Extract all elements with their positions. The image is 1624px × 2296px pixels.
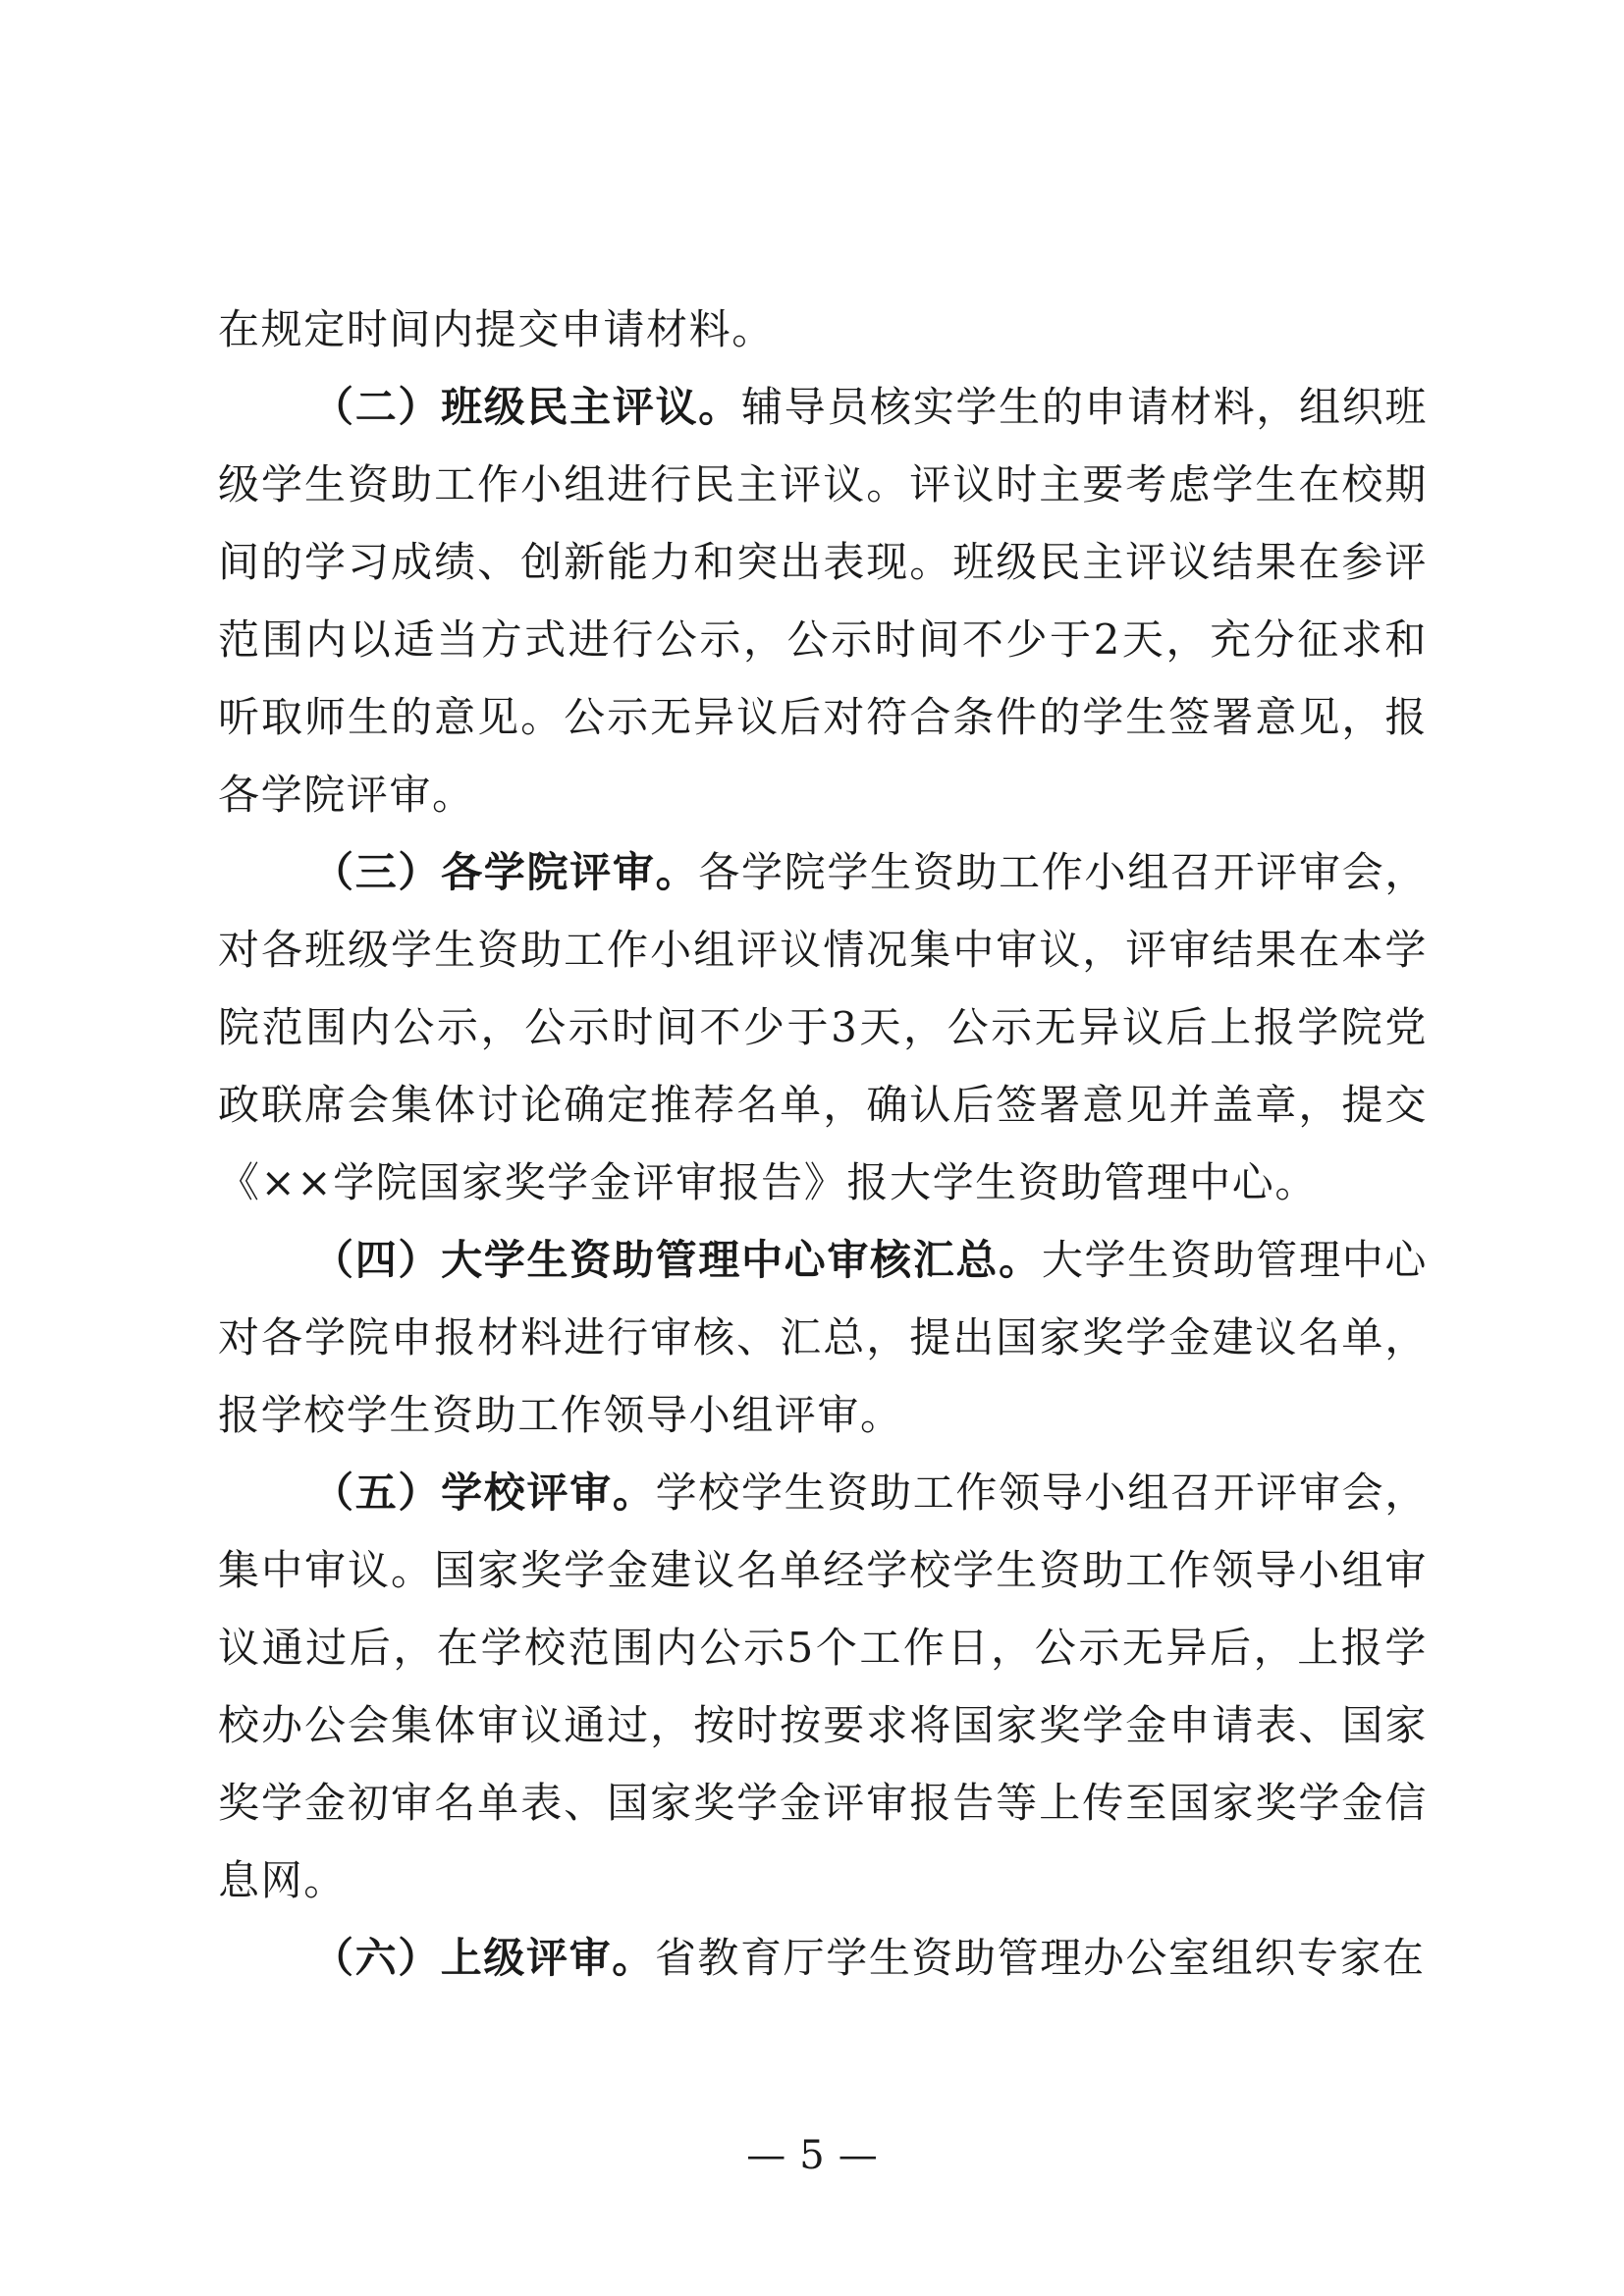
section-heading: （二）班级民主评议。 — [312, 383, 741, 431]
paragraph-higher-review — [218, 1919, 1428, 1997]
footer-dash-left: — — [746, 2133, 786, 2178]
paragraph-continuation — [218, 291, 1428, 368]
footer-dash-right: — — [838, 2133, 878, 2178]
paragraph-text: 省教育厅学生资助管理办公室组织专家在 — [654, 1934, 1426, 1982]
section-heading: （三）各学院评审。 — [312, 848, 699, 896]
paragraph-college-review — [218, 833, 1428, 1221]
paragraph-text: 辅导员核实学生的申请材料，组织班级学生资助工作小组进行民主评议。评议时主要考虑学生在校期间的学习成绩、创新能力和突出表现。班级民主评议结果在参评范围内以适当方式进行公示，公示时间不少于2天，充分征求和听取师生的意见。公示无异议后对符合条件的学生签署意见，报各学院评审。 — [218, 383, 1428, 819]
paragraph-text: 大学生资助管理中心对各学院申报材料进行审核、汇总，提出国家奖学金建议名单，报学校学生资助工作领导小组评审。 — [218, 1236, 1428, 1439]
section-heading: （六）上级评审。 — [312, 1934, 655, 1982]
paragraph-class-review — [218, 368, 1428, 833]
paragraph-school-review — [218, 1454, 1428, 1919]
section-heading: （五）学校评审。 — [312, 1468, 656, 1517]
page-number: 5 — [799, 2133, 825, 2178]
document-body — [218, 291, 1428, 1997]
paragraph-text: 学校学生资助工作领导小组召开评审会，集中审议。国家奖学金建议名单经学校学生资助工作领导小组审议通过后，在学校范围内公示5个工作日，公示无异后，上报学校办公会集体审议通过，按时按要求将国家奖学金申请表、国家奖学金初审名单表、国家奖学金评审报告等上传至国家奖学金信息网。 — [218, 1468, 1428, 1904]
paragraph-center-audit — [218, 1221, 1428, 1454]
section-heading: （四）大学生资助管理中心审核汇总。 — [312, 1236, 1042, 1284]
page-footer — [0, 2128, 1624, 2183]
paragraph-text: 在规定时间内提交申请材料。 — [218, 305, 775, 353]
paragraph-text: 各学院学生资助工作小组召开评审会，对各班级学生资助工作小组评议情况集中审议，评审结果在本学院范围内公示，公示时间不少于3天，公示无异议后上报学院党政联席会集体讨论确定推荐名单，确认后签署意见并盖章，提交《××学院国家奖学金评审报告》报大学生资助管理中心。 — [218, 848, 1428, 1206]
